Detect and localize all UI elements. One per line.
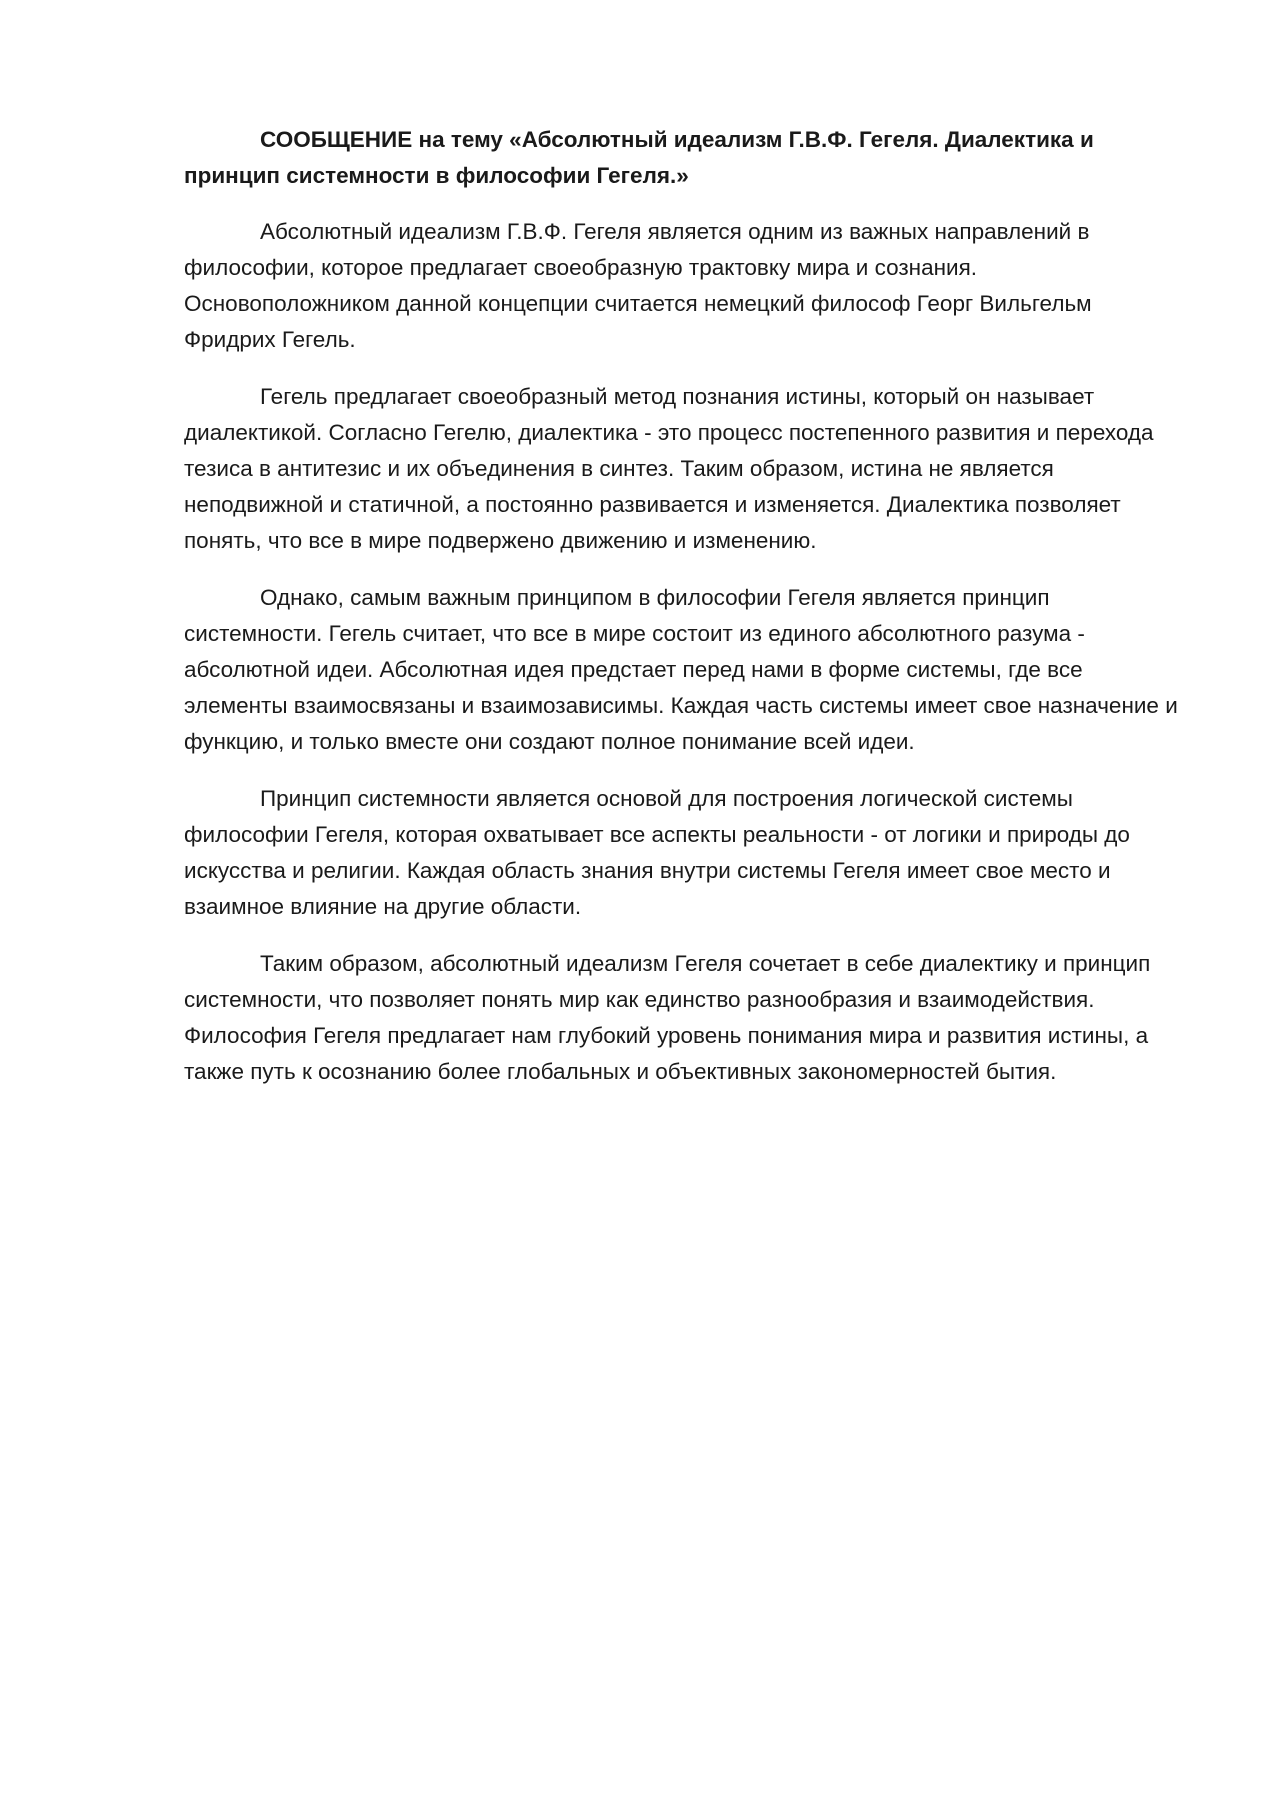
document-body: [184, 122, 1184, 1111]
paragraph-1: Абсолютный идеализм Г.В.Ф. Гегеля является одним из важных направлений в философии, которое предлагает своеобразную трактовку мира и сознания. Основоположником данной концепции считается немецкий философ Георг Вильгельм Фридрих Гегель.: [184, 219, 1092, 352]
paragraph-4: Принцип системности является основой для построения логической системы философии Гегеля, которая охватывает все аспекты реальности - от логики и природы до искусства и религии. Каждая область знания внутри системы Гегеля имеет свое место и взаимное влияние на другие области.: [184, 786, 1130, 919]
paragraph-5: Таким образом, абсолютный идеализм Гегеля сочетает в себе диалектику и принцип системности, что позволяет понять мир как единство разнообразия и взаимодействия. Философия Гегеля предлагает нам глубокий уровень понимания мира и развития истины, а также путь к осознанию более глобальных и объективных закономерностей бытия.: [184, 951, 1151, 1084]
paragraph-3: Однако, самым важным принципом в философии Гегеля является принцип системности. Гегель считает, что все в мире состоит из единого абсолютного разума - абсолютной идеи. Абсолютная идея предстает перед нами в форме системы, где все элементы взаимосвязаны и взаимозависимы. Каждая часть системы имеет свое назначение и функцию, и только вместе они создают полное понимание всей идеи.: [184, 585, 1178, 754]
document-title: СООБЩЕНИЕ на тему «Абсолютный идеализм Г.В.Ф. Гегеля. Диалектика и принцип системности в философии Гегеля.»: [184, 127, 1094, 188]
paragraph-2: Гегель предлагает своеобразный метод познания истины, который он называет диалектикой. Согласно Гегелю, диалектика - это процесс постепенного развития и перехода тезиса в антитезис и их объединения в синтез. Таким образом, истина не является неподвижной и статичной, а постоянно развивается и изменяется. Диалектика позволяет понять, что все в мире подвержено движению и изменению.: [184, 384, 1154, 553]
